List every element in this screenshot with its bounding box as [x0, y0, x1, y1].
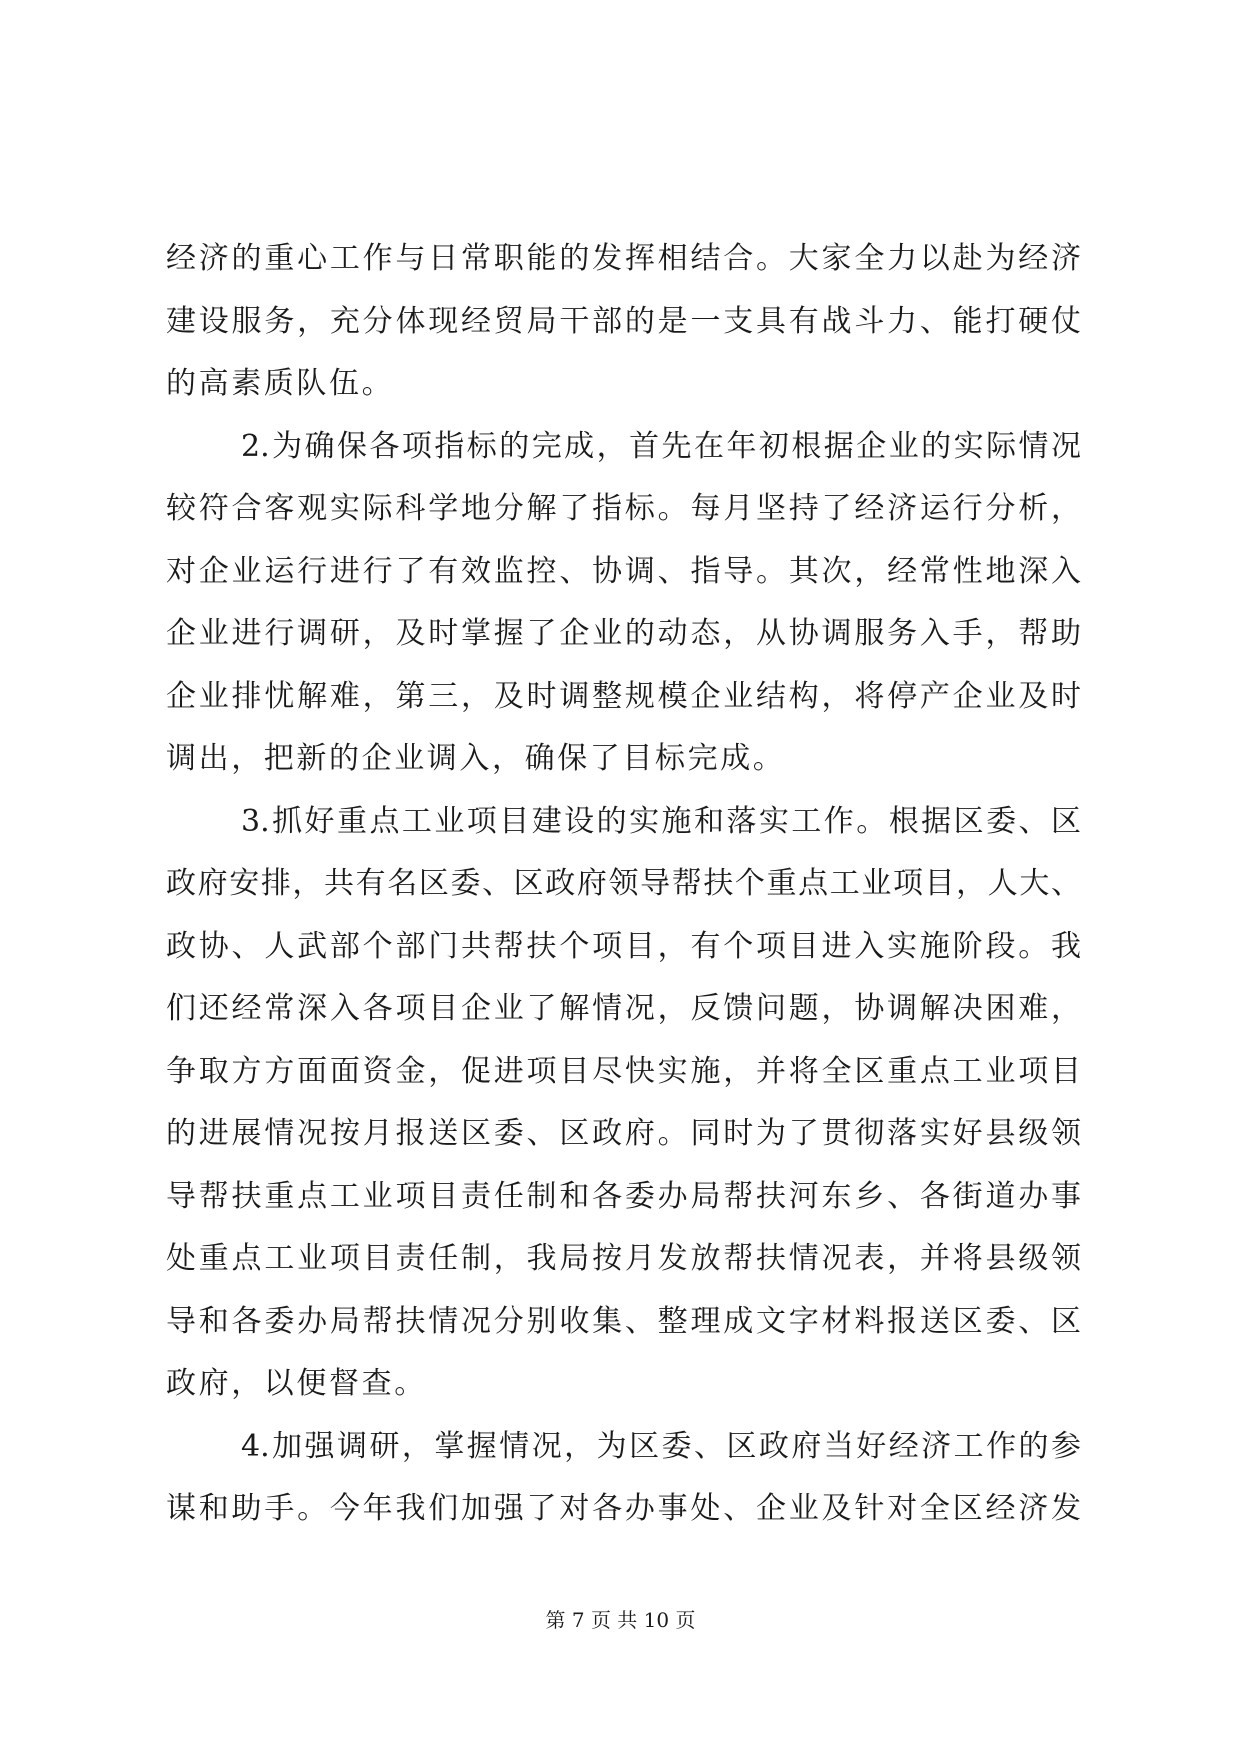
text-line: 建设服务，充分体现经贸局干部的是一支具有战斗力、能打硬仗 [166, 303, 1081, 339]
text-line: 对企业运行进行了有效监控、协调、指导。其次，经常性地深入 [166, 553, 1081, 589]
text-line: 调出，把新的企业调入，确保了目标完成。 [166, 741, 786, 776]
page-footer: 第 7 页 共 10 页 [545, 1608, 696, 1632]
text-line: 政府安排，共有名区委、区政府领导帮扶个重点工业项目，人大、 [166, 866, 1081, 901]
text-line: 政协、人武部个部门共帮扶个项目，有个项目进入实施阶段。我 [166, 928, 1081, 964]
text-line: 企业排忧解难，第三，及时调整规模企业结构，将停产企业及时 [166, 678, 1081, 714]
paragraph-start-line: 3.抓好重点工业项目建设的实施和落实工作。根据区委、区 [241, 803, 1081, 839]
text-line: 企业进行调研，及时掌握了企业的动态，从协调服务入手，帮助 [166, 616, 1081, 651]
body-text [166, 228, 1081, 1541]
text-line: 争取方方面面资金，促进项目尽快实施，并将全区重点工业项目 [166, 1053, 1081, 1089]
text-line: 政府，以便督查。 [166, 1366, 427, 1401]
text-line: 导帮扶重点工业项目责任制和各委办局帮扶河东乡、各街道办事 [166, 1178, 1081, 1214]
text-line: 较符合客观实际科学地分解了指标。每月坚持了经济运行分析， [166, 491, 1081, 526]
text-line: 的进展情况按月报送区委、区政府。同时为了贯彻落实好县级领 [166, 1116, 1081, 1151]
text-line: 经济的重心工作与日常职能的发挥相结合。大家全力以赴为经济 [166, 241, 1081, 276]
paragraph-start-line: 4.加强调研，掌握情况，为区委、区政府当好经济工作的参 [241, 1428, 1081, 1464]
text-line: 处重点工业项目责任制，我局按月发放帮扶情况表，并将县级领 [166, 1241, 1081, 1276]
text-line: 的高素质队伍。 [166, 366, 395, 401]
text-line: 导和各委办局帮扶情况分别收集、整理成文字材料报送区委、区 [166, 1303, 1081, 1339]
paragraph-start-line: 2.为确保各项指标的完成，首先在年初根据企业的实际情况 [241, 428, 1081, 464]
text-line: 谋和助手。今年我们加强了对各办事处、企业及针对全区经济发 [166, 1491, 1081, 1526]
text-line: 们还经常深入各项目企业了解情况，反馈问题，协调解决困难， [166, 991, 1081, 1026]
